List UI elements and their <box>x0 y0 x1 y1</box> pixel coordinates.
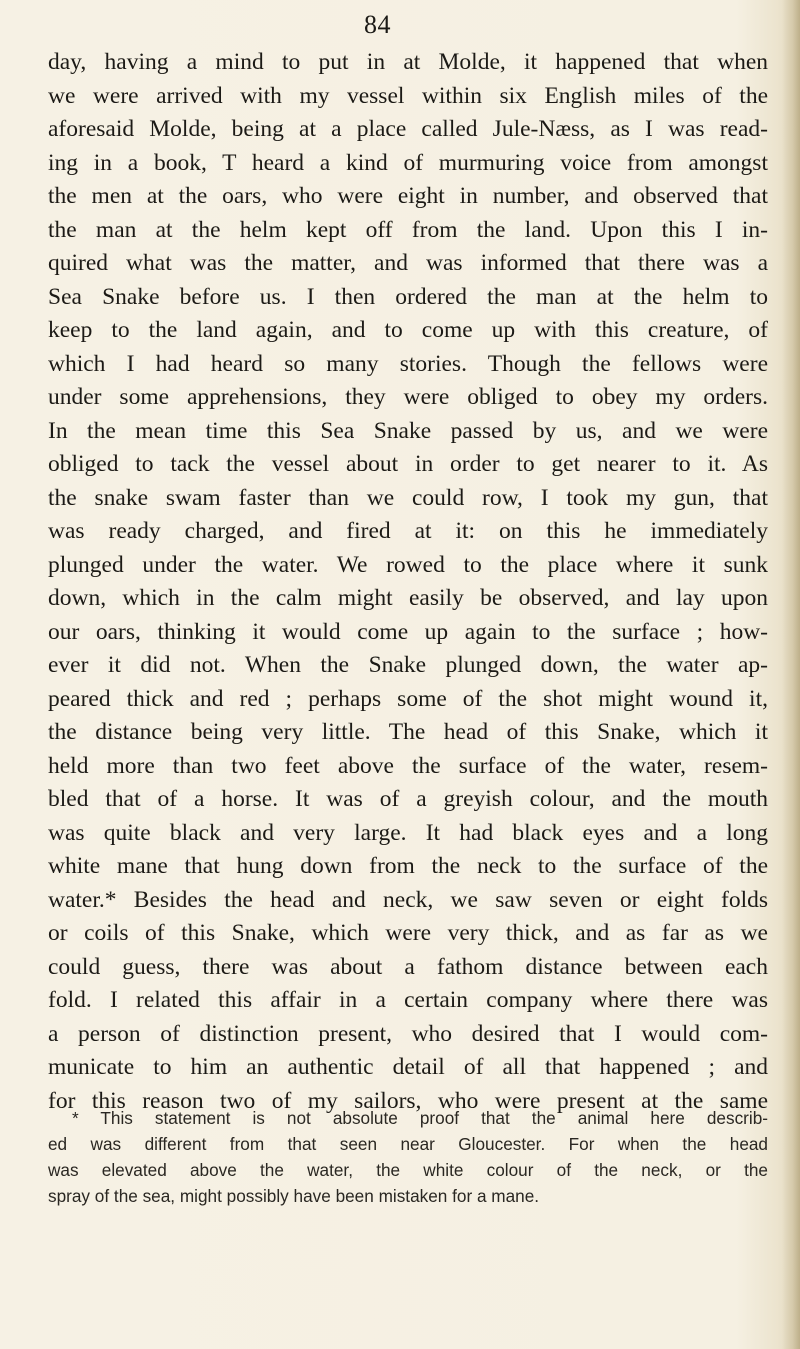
text-line: held more than two feet above the surface of the water, resem- <box>48 752 768 779</box>
text-line: or coils of this Snake, which were very thick, and as far as we <box>48 920 768 946</box>
text-line: our oars, thinking it would come up again to the surface ; how- <box>48 618 768 645</box>
text-line: was quite black and very large. It had black eyes and a long <box>48 819 768 846</box>
text-line: obliged to tack the vessel about in order to get nearer to it. As <box>48 451 768 477</box>
text-line: Sea Snake before us. I then ordered the man at the helm to <box>48 283 768 310</box>
text-line: keep to the land again, and to come up with this creature, of <box>48 317 768 343</box>
text-line: the men at the oars, who were eight in number, and observed that <box>48 183 768 209</box>
text-line: municate to him an authentic detail of all that happened ; and <box>48 1054 768 1080</box>
footnote-line: * This statement is not absolute proof that the animal here describ- <box>72 1108 768 1128</box>
text-line: which I had heard so many stories. Though the fellows were <box>48 350 768 377</box>
text-line: the distance being very little. The head of this Snake, which it <box>48 719 768 745</box>
text-line: plunged under the water. We rowed to the place where it sunk <box>48 551 768 578</box>
text-line: could guess, there was about a fathom distance between each <box>48 953 768 980</box>
text-line: the snake swam faster than we could row, I took my gun, that <box>48 484 768 511</box>
text-line: a person of distinction present, who desired that I would com- <box>48 1020 768 1047</box>
text-line: day, having a mind to put in at Molde, it happened that when <box>48 49 768 75</box>
text-line: the man at the helm kept off from the land. Upon this I in- <box>48 216 768 243</box>
page-number: 84 <box>364 10 391 39</box>
text-line: ever it did not. When the Snake plunged down, the water ap- <box>48 652 768 678</box>
text-line: for this reason two of my sailors, who were present at the same <box>48 1087 768 1114</box>
text-line: under some apprehensions, they were obliged to obey my orders. <box>48 384 768 410</box>
footnote-line: ed was different from that seen near Gloucester. For when the head <box>48 1134 768 1154</box>
text-line: fold. I related this affair in a certain company where there was <box>48 987 768 1013</box>
text-line: was ready charged, and fired at it: on this he immediately <box>48 518 768 544</box>
text-line: down, which in the calm might easily be observed, and lay upon <box>48 585 768 611</box>
text-line: ing in a book, T heard a kind of murmuring voice from amongst <box>48 149 768 176</box>
text-line: aforesaid Molde, being at a place called Jule-Næss, as I was read- <box>48 116 768 142</box>
text-line: quired what was the matter, and was informed that there was a <box>48 250 768 276</box>
text-line: we were arrived with my vessel within six English miles of the <box>48 82 768 109</box>
footnote-line: spray of the sea, might possibly have been mistaken for a mane. <box>48 1186 540 1206</box>
page-edge-shadow <box>782 0 800 1349</box>
text-line: water.* Besides the head and neck, we saw seven or eight folds <box>48 886 768 913</box>
text-line: bled that of a horse. It was of a greyish colour, and the mouth <box>48 786 768 812</box>
text-line: white mane that hung down from the neck to the surface of the <box>48 853 768 879</box>
text-line: In the mean time this Sea Snake passed by us, and we were <box>48 417 768 444</box>
footnote <box>48 1105 768 1209</box>
footnote-line: was elevated above the water, the white colour of the neck, or the <box>48 1160 768 1180</box>
body-text <box>48 46 768 1118</box>
text-line: peared thick and red ; perhaps some of the shot might wound it, <box>48 685 768 712</box>
